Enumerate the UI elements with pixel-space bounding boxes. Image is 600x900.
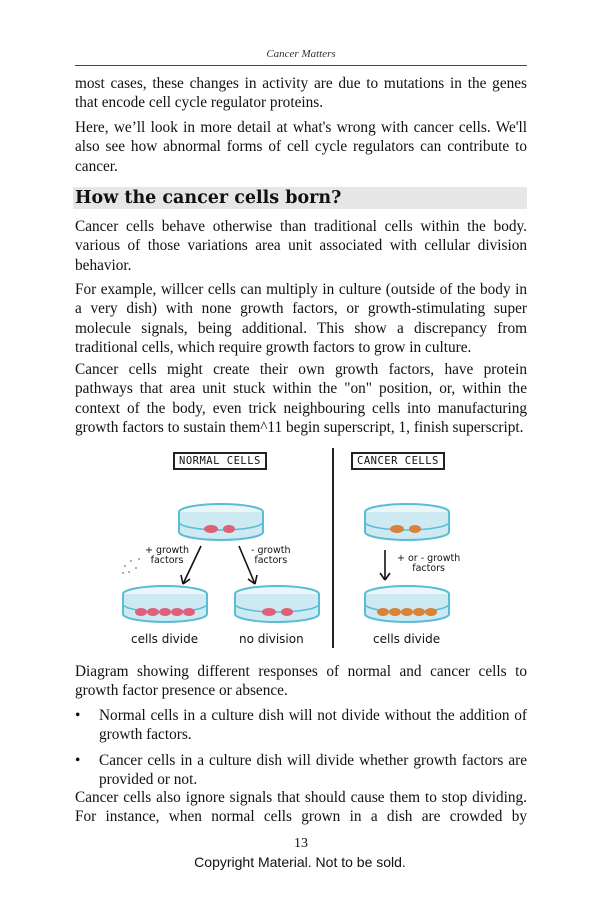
diagram-caption: Diagram showing different responses of normal and cancer cells to growth factor presence or absence. (75, 663, 527, 700)
minus-growth-text: - growth (251, 545, 291, 556)
cancer-cell (377, 608, 389, 616)
normal-cell (281, 608, 293, 616)
paragraph-behavior: Cancer cells behave otherwise than traditional cells within the body. various of those variations area unit associated with cellular division behavior. (75, 218, 527, 274)
plus-growth-label (145, 546, 189, 566)
bullet-list (75, 706, 527, 795)
normal-cell (223, 525, 235, 533)
paragraph-stop-signals: Cancer cells also ignore signals that should cause them to stop dividing. For instance, when normal cells grown in a dish are crowded by (75, 789, 527, 826)
paragraph-overview: Here, we’ll look in more detail at what's wrong with cancer cells. We'll also see how abnormal forms of cell cycle regulators can contribute to cancer. (75, 119, 527, 175)
bullet-item (75, 751, 527, 790)
cancer-cell (401, 608, 413, 616)
cancer-cell (409, 525, 421, 533)
cancer-cells-title: CANCER CELLS (351, 452, 445, 470)
normal-cell (204, 525, 218, 533)
normal-cells-title: NORMAL CELLS (173, 452, 267, 470)
normal-cell (171, 608, 183, 616)
paragraph-example: For example, willcer cells can multiply in culture (outside of the body in a very dish) with none growth factors, or growth-stimulating super molecule signals, being additional. This show a discrepancy from traditional cells, which require growth factors to grow in culture. (75, 281, 527, 356)
normal-cell (159, 608, 171, 616)
either-growth-text: + or - growth (397, 553, 461, 564)
normal-cell (183, 608, 195, 616)
cancer-result: cells divide (373, 632, 441, 646)
bullet-text: Normal cells in a culture dish will not divide without the addition of growth factors. (99, 707, 527, 744)
cancer-cell (413, 608, 425, 616)
cancer-result-dish (365, 586, 449, 622)
either-factors-text: factors (412, 563, 446, 574)
header-rule (75, 65, 527, 66)
normal-minus-result: no division (239, 632, 304, 646)
cancer-cell (389, 608, 401, 616)
minus-growth-label (251, 546, 291, 566)
bullet-icon: • (75, 751, 81, 769)
normal-plus-dish (123, 586, 207, 622)
page-number: 13 (294, 836, 308, 851)
cancer-start-dish (365, 504, 449, 540)
normal-minus-dish (235, 586, 319, 622)
running-header: Cancer Matters (266, 48, 336, 60)
normal-plus-result: cells divide (131, 632, 199, 646)
bullet-icon: • (75, 707, 81, 724)
normal-cell (135, 608, 147, 616)
either-growth-label (397, 554, 460, 574)
plus-factors-text: factors (150, 555, 184, 566)
copyright-notice: Copyright Material. Not to be sold. (194, 854, 406, 870)
section-heading: How the cancer cells born? (73, 187, 527, 209)
minus-factors-text: factors (254, 555, 288, 566)
paragraph-intro: most cases, these changes in activity are due to mutations in the genes that encode cell cycle regulator proteins. (75, 75, 527, 112)
normal-cell (262, 608, 276, 616)
normal-cell (147, 608, 159, 616)
normal-start-dish (179, 504, 263, 540)
growth-factor-dots (122, 558, 140, 574)
cancer-cell (425, 608, 437, 616)
paragraph-growth-factors: Cancer cells might create their own growth factors, have protein pathways that area unit stuck within the "on" position, or, within the context of the body, even trick neighbouring cells into manufacturing growth factors to sustain them^11 begin superscript, 1, finish superscript. (75, 361, 527, 436)
cancer-cell (390, 525, 404, 533)
bullet-text: Cancer cells in a culture dish will divide whether growth factors are provided or not. (99, 751, 527, 788)
cell-division-diagram (117, 442, 507, 654)
bullet-item (75, 706, 527, 745)
plus-growth-text: + growth (145, 545, 190, 556)
